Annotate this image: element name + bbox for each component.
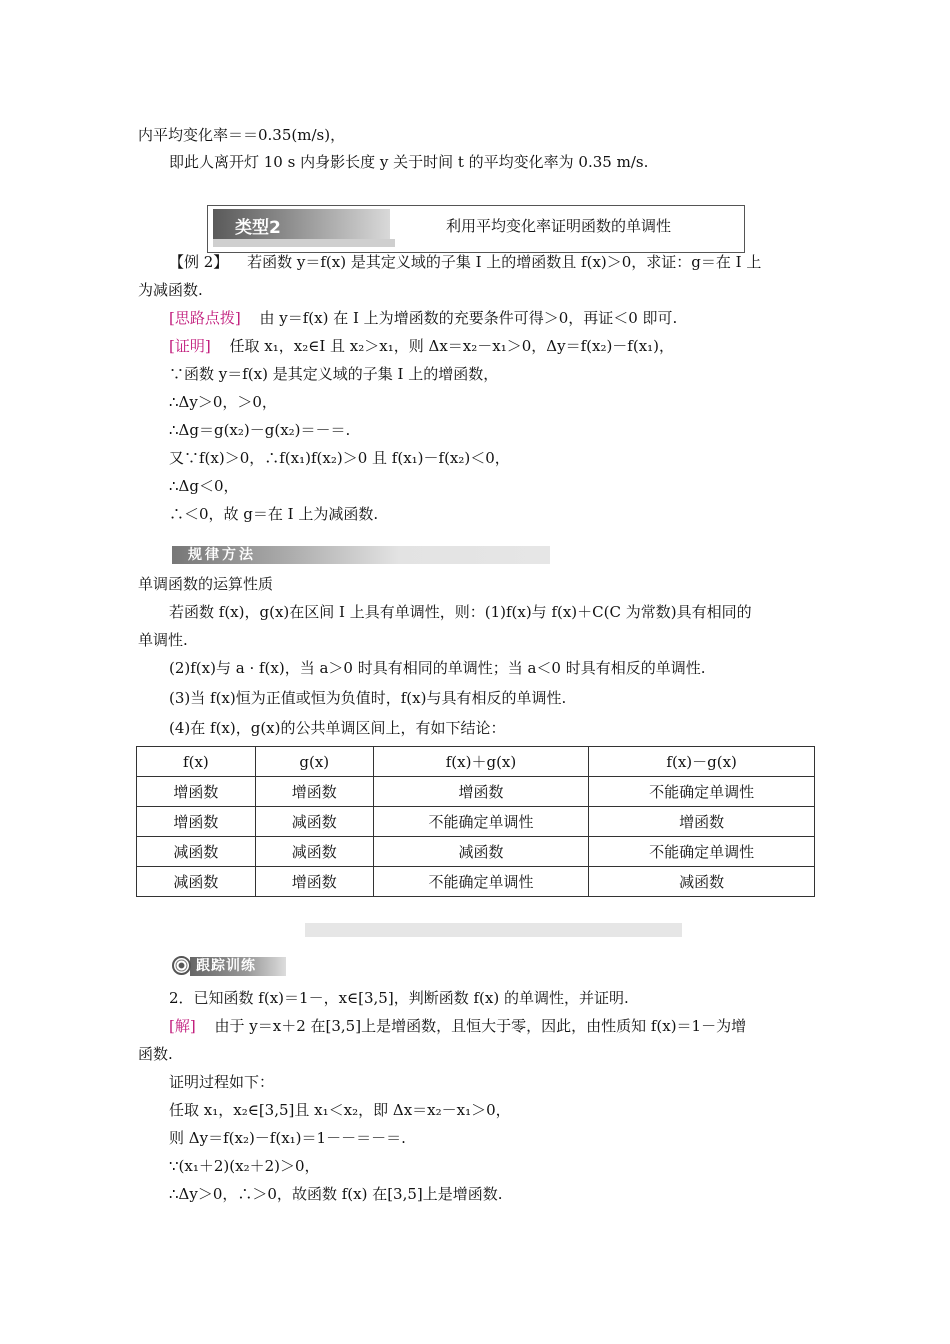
type-title: 利用平均变化率证明函数的单调性: [446, 217, 672, 235]
training-banner: [172, 956, 286, 977]
table-row: [137, 807, 815, 837]
hint-text: 由 y＝f(x) 在 I 上为增函数的充要条件可得＞0，再证＜0 即可.: [259, 309, 678, 327]
table-header: f(x)＋g(x): [373, 747, 589, 777]
text-line: 单调性.: [138, 631, 188, 649]
training-banner-label-bg: [190, 957, 286, 976]
table-header-row: [137, 747, 815, 777]
table-cell: 减函数: [255, 807, 373, 837]
table-row: [137, 867, 815, 897]
rule-banner: [172, 546, 550, 564]
text-line: 任取 x₁，x₂∈[3,5]且 x₁＜x₂，即 Δx＝x₂－x₁＞0，: [169, 1101, 511, 1119]
solution-line: [169, 1016, 746, 1036]
table-cell: 不能确定单调性: [373, 867, 589, 897]
text-line: 函数.: [138, 1045, 173, 1063]
text-line: 内平均变化率＝＝0.35(m/s)，: [138, 126, 346, 144]
table-cell: 增函数: [589, 807, 815, 837]
table-cell: 减函数: [589, 867, 815, 897]
type-header-box: [207, 205, 745, 253]
table-header: g(x): [255, 747, 373, 777]
table-cell: 减函数: [255, 837, 373, 867]
solution-text: 由于 y＝x＋2 在[3,5]上是增函数，且恒大于零，因此，由性质知 f(x)＝1－为增: [214, 1017, 747, 1035]
text-line: (2)f(x)与 a · f(x)，当 a＞0 时具有相同的单调性；当 a＜0 时具有相反的单调性.: [169, 659, 706, 677]
target-icon: [172, 956, 191, 975]
training-banner-label: 跟踪训练: [196, 958, 256, 974]
text-line: 证明过程如下：: [169, 1073, 275, 1091]
text-line: 即此人离开灯 10 s 内身影长度 y 关于时间 t 的平均变化率为 0.35 m/s.: [169, 153, 649, 171]
table-cell: 不能确定单调性: [589, 777, 815, 807]
table-cell: 减函数: [137, 837, 256, 867]
table-cell: 增函数: [137, 807, 256, 837]
hint-line: [169, 308, 677, 328]
table-cell: 增函数: [137, 777, 256, 807]
table-cell: 减函数: [373, 837, 589, 867]
text-line: ∵函数 y＝f(x) 是其定义域的子集 I 上的增函数，: [169, 365, 499, 383]
type-tag: [213, 209, 390, 239]
text-line: 若函数 f(x)，g(x)在区间 I 上具有单调性，则：(1)f(x)与 f(x)＋C(C 为常数)具有相同的: [169, 603, 752, 621]
text-line: ∴Δg＝g(x₂)－g(x₂)＝－＝.: [169, 421, 351, 439]
table-cell: 减函数: [137, 867, 256, 897]
section-divider: [305, 923, 682, 937]
example-line: [169, 252, 761, 272]
type-tag-label: 类型2: [235, 218, 281, 238]
text-line: ∴Δg＜0，: [169, 477, 239, 495]
table-cell: 不能确定单调性: [373, 807, 589, 837]
solution-tag: [解]: [169, 1017, 196, 1035]
proof-text: 任取 x₁，x₂∈I 且 x₂＞x₁，则 Δx＝x₂－x₁＞0，Δy＝f(x₂)－f(x₁)，: [229, 337, 675, 355]
table-header: f(x): [137, 747, 256, 777]
text-line: 则 Δy＝f(x₂)－f(x₁)＝1－－＝－＝.: [169, 1129, 406, 1147]
text-line: (3)当 f(x)恒为正值或恒为负值时，f(x)与具有相反的单调性.: [169, 689, 567, 707]
rule-banner-label: 规律方法: [188, 547, 256, 563]
table-header: f(x)－g(x): [589, 747, 815, 777]
text-line: ∴Δy＞0，∴＞0，故函数 f(x) 在[3,5]上是增函数.: [169, 1185, 503, 1203]
text-line: 为减函数.: [138, 281, 203, 299]
text-line: ∴Δy＞0，＞0，: [169, 393, 277, 411]
proof-tag: [证明]: [169, 337, 211, 355]
text-line: (4)在 f(x)，g(x)的公共单调区间上，有如下结论：: [169, 719, 506, 737]
text-line: ∴＜0，故 g＝在 I 上为减函数.: [169, 505, 379, 523]
question-line: 2．已知函数 f(x)＝1－，x∈[3,5]，判断函数 f(x) 的单调性，并证明.: [169, 989, 629, 1007]
hint-tag: [思路点拨]: [169, 309, 241, 327]
table-cell: 不能确定单调性: [589, 837, 815, 867]
example-tag: 【例 2】: [169, 253, 229, 271]
table-row: [137, 837, 815, 867]
table-row: [137, 777, 815, 807]
proof-line: [169, 336, 674, 356]
table-cell: 增函数: [255, 777, 373, 807]
table-cell: 增函数: [255, 867, 373, 897]
text-line: 单调函数的运算性质: [138, 575, 274, 593]
text-line: 又∵f(x)＞0，∴f(x₁)f(x₂)＞0 且 f(x₁)－f(x₂)＜0，: [169, 449, 510, 467]
text-line: ∵(x₁＋2)(x₂＋2)＞0，: [169, 1157, 320, 1175]
monotonicity-table: [136, 746, 815, 897]
table-cell: 增函数: [373, 777, 589, 807]
example-text: 若函数 y＝f(x) 是其定义域的子集 I 上的增函数且 f(x)＞0，求证：g＝在 I 上: [247, 253, 762, 271]
